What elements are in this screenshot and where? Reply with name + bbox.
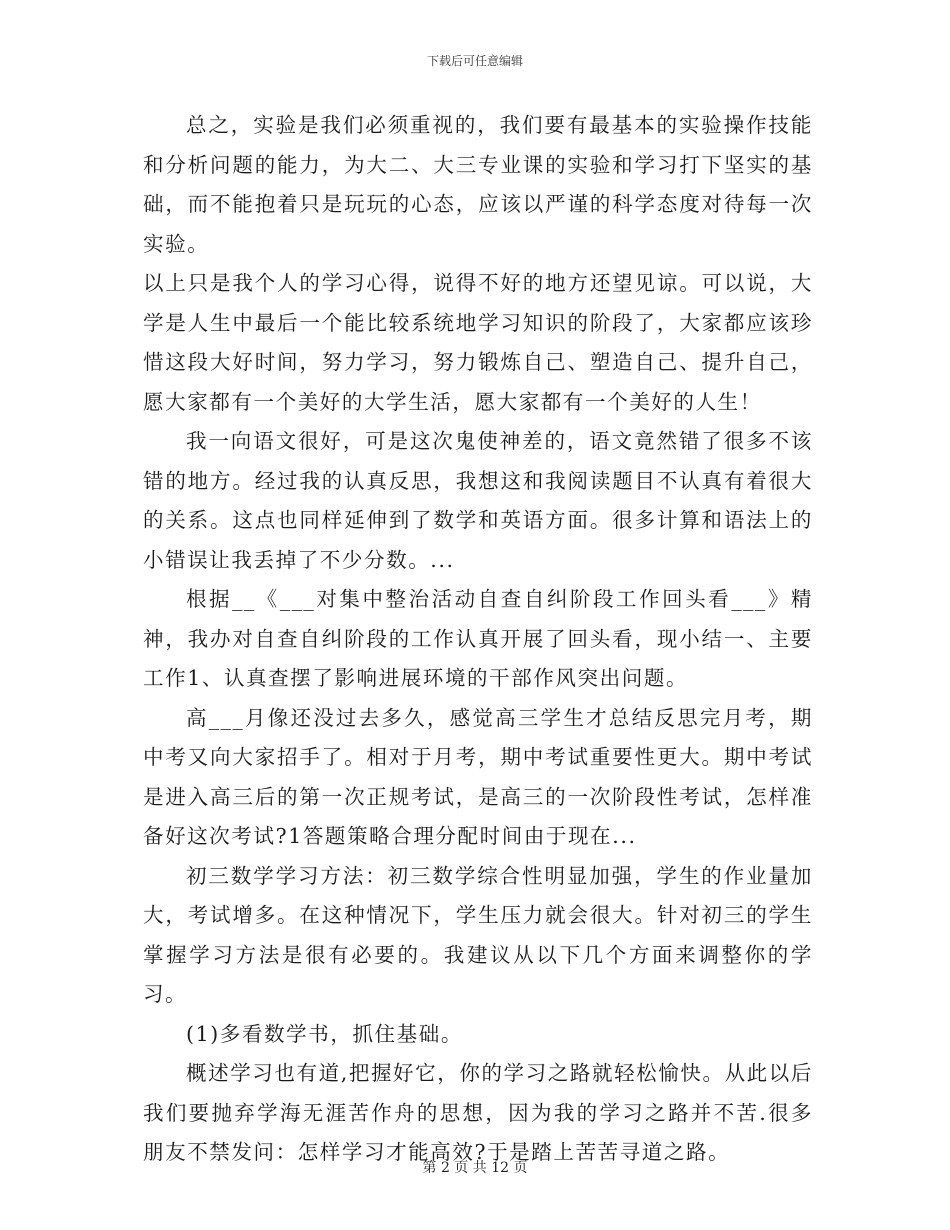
paragraph-math-tip-1: (1)多看数学书，抓住基础。 [186,1021,463,1046]
paragraph-experiment-summary: 总之，实验是我们必须重视的，我们要有最基本的实验操作技能和分析问题的能力，为大二、大三专业课的实验和学习打下坚实的基础，而不能抱着只是玩玩的心态，应该以严谨的科学态度对待每一次实验。 [143,113,813,256]
paragraph-self-inspection: 根据__《___对集中整治活动自查自纠阶段工作回头看___》精神，我办对自查自纠阶段的工作认真开展了回头看，现小结一、主要工作1、认真查摆了影响进展环境的干部作风突出问题。 [143,587,813,690]
paragraph-math-methods: 初三数学学习方法：初三数学综合性明显加强，学生的作业量加大，考试增多。在这种情况下，学生压力就会很大。针对初三的学生掌握学习方法是很有必要的。我建议从以下几个方面来调整你的学习。 [143,863,813,1006]
paragraph-chinese-exam: 我一向语文很好，可是这次鬼使神差的，语文竟然错了很多不该错的地方。经过我的认真反思，我想这和我阅读题目不认真有着很大的关系。这点也同样延伸到了数学和英语方面。很多计算和语法上的小错误让我丢掉了不少分数。... [143,429,813,572]
paragraph-learning-path: 概述学习也有道,把握好它，你的学习之路就轻松愉快。从此以后我们要抛弃学海无涯苦作舟的思想，因为我的学习之路并不苦.很多朋友不禁发问：怎样学习才能高效?于是踏上苦苦寻道之路。 [143,1061,813,1164]
page-footer: 第 2 页 共 12 页 [422,1160,528,1176]
page-header: 下载后可任意编辑 [426,54,523,68]
paragraph-midterm-exam: 高___月像还没过去多久，感觉高三学生才总结反思完月考，期中考又向大家招手了。相对于月考，期中考试重要性更大。期中考试是进入高三后的第一次正规考试，是高三的一次阶段性考试，怎样准备好这次考试?1答题策略合理分配时间由于现在... [143,705,813,848]
document-body [143,106,813,1173]
paragraph-learning-insights: 以上只是我个人的学习心得，说得不好的地方还望见谅。可以说，大学是人生中最后一个能比较系统地学习知识的阶段了，大家都应该珍惜这段大好时间，努力学习，努力锻炼自己、塑造自己、提升自己，愿大家都有一个美好的大学生活，愿大家都有一个美好的人生！ [143,271,813,414]
